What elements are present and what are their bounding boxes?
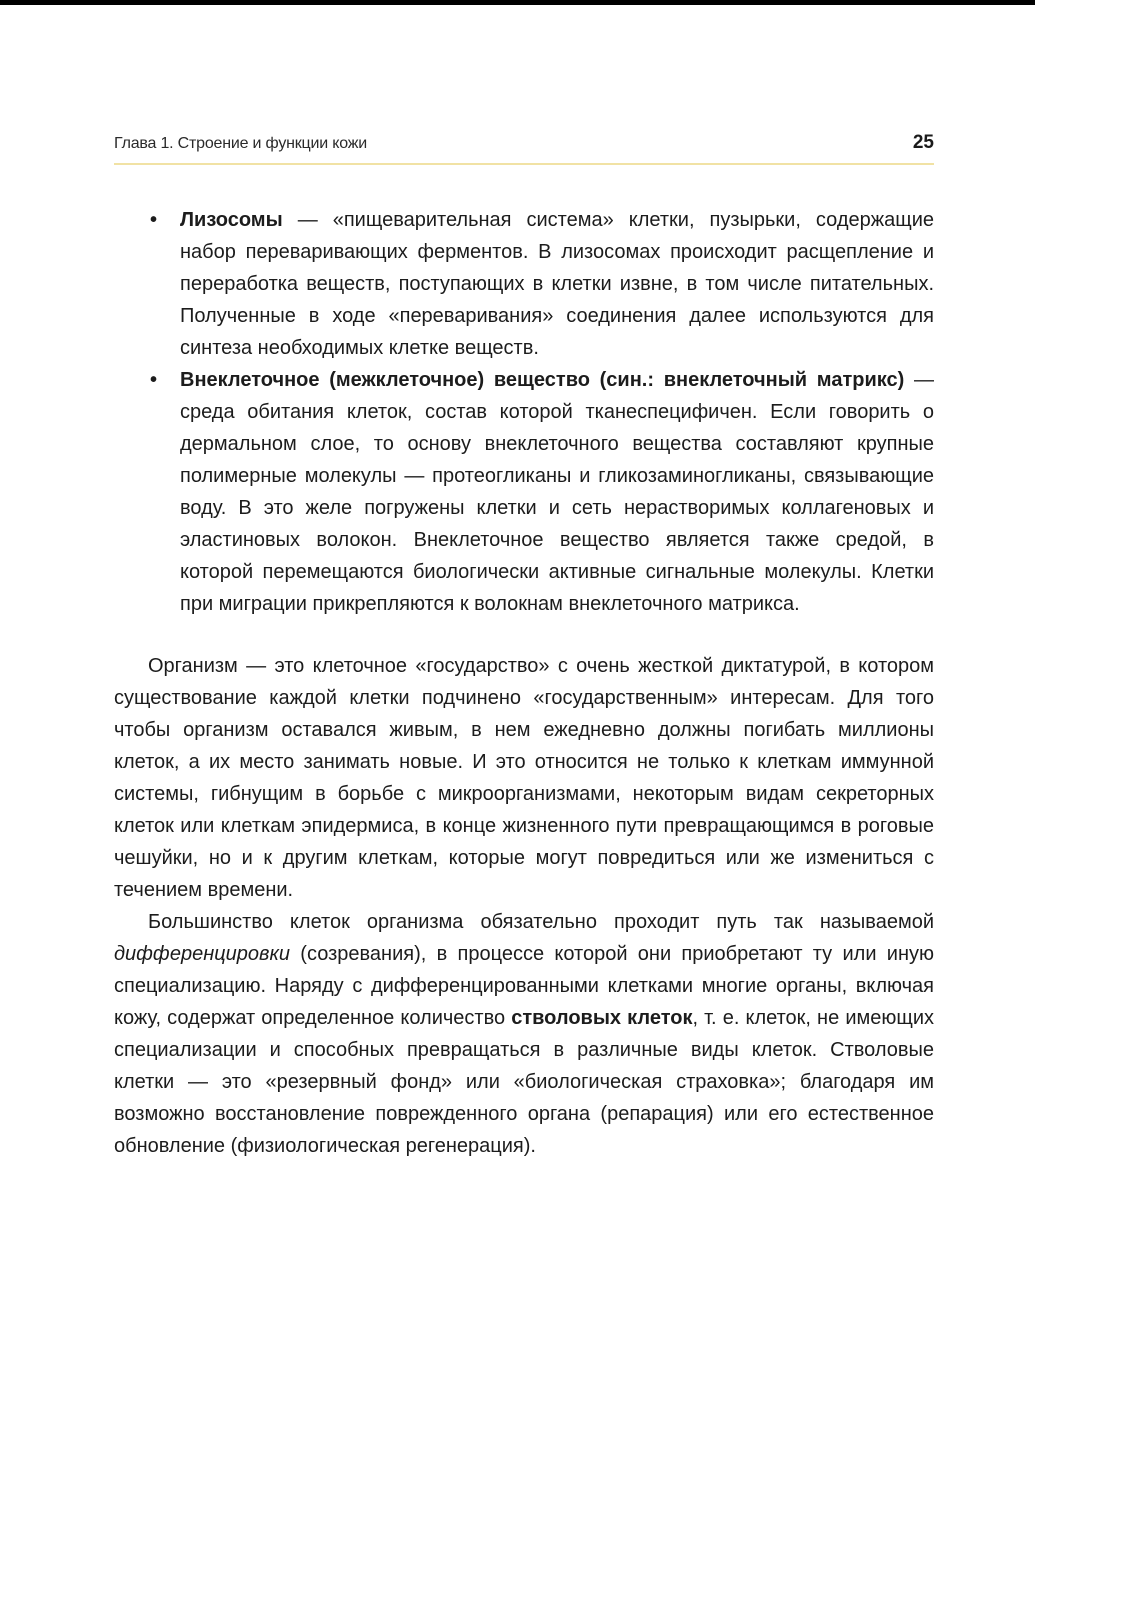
bold-term-stem-cells: стволовых клеток	[511, 1007, 693, 1029]
bullet-marker: •	[150, 369, 158, 391]
bullet-list	[114, 204, 934, 620]
page-body	[114, 204, 934, 1162]
chapter-title: Глава 1. Строение и функции кожи	[114, 135, 367, 152]
paragraph-text: , т. е. клеток, не имеющих специализации и способных превращаться в различные виды клеток. Стволовые клетки — это «резервный фонд» или «биологическая страховка»; благодаря им возможно восстановление поврежденного органа (репарация) или его естественное обновление (физиологическая регенерация).	[114, 1007, 934, 1157]
definition-extracellular-matrix: — среда обитания клеток, состав которой тканеспецифичен. Если говорить о дермальном слое, то основу внеклеточного вещества составляют крупные полимерные молекулы — протеогликаны и гликозаминогликаны, связывающие воду. В это желе погружены клетки и сеть нерастворимых коллагеновых и эластиновых волокон. Внеклеточное вещество является также средой, в которой перемещаются биологически активные сигнальные молекулы. Клетки при миграции прикрепляются к волокнам внеклеточного матрикса.	[180, 369, 935, 615]
page-number: 25	[912, 132, 934, 153]
bullet-item-extracellular-matrix	[114, 364, 934, 620]
definition-lysosomes: — «пищеварительная система» клетки, пузырьки, содержащие набор переваривающих ферментов. В лизосомах происходит расщепление и переработка веществ, поступающих в клетки извне, в том числе питательных. Полученные в ходе «переваривания» соединения далее используются для синтеза необходимых клетке веществ.	[180, 209, 934, 359]
paragraph-stem-cells	[114, 906, 934, 1162]
running-header	[114, 131, 934, 165]
term-extracellular-matrix: Внеклеточное (межклеточное) вещество (син.: внеклеточный матрикс)	[180, 369, 905, 391]
paragraph-organism: Организм — это клеточное «государство» с очень жесткой диктатурой, в котором существование каждой клетки подчинено «государственным» интересам. Для того чтобы организм оставался живым, в нем ежедневно должны погибать миллионы клеток, а их место занимать новые. И это относится не только к клеткам иммунной системы, гибнущим в борьбе с микроорганизмами, некоторым видам секреторных клеток или клеткам эпидермиса, в конце жизненного пути превращающимся в роговые чешуйки, но и к другим клеткам, которые могут повредиться или же измениться с течением времени.	[114, 655, 934, 901]
top-border-rule	[0, 0, 1035, 5]
paragraph-text: (созревания), в процессе которой они приобретают ту или иную специализацию. Наряду с дифференцированными клетками многие органы, включая кожу, содержат определенное количество	[114, 943, 934, 1029]
bullet-marker: •	[150, 209, 158, 231]
term-lysosomes: Лизосомы	[180, 209, 283, 231]
bullet-item-lysosomes	[114, 204, 934, 364]
italic-term-differentiation: дифференцировки	[114, 943, 291, 965]
paragraph-text: Большинство клеток организма обязательно проходит путь так называемой	[148, 911, 934, 933]
